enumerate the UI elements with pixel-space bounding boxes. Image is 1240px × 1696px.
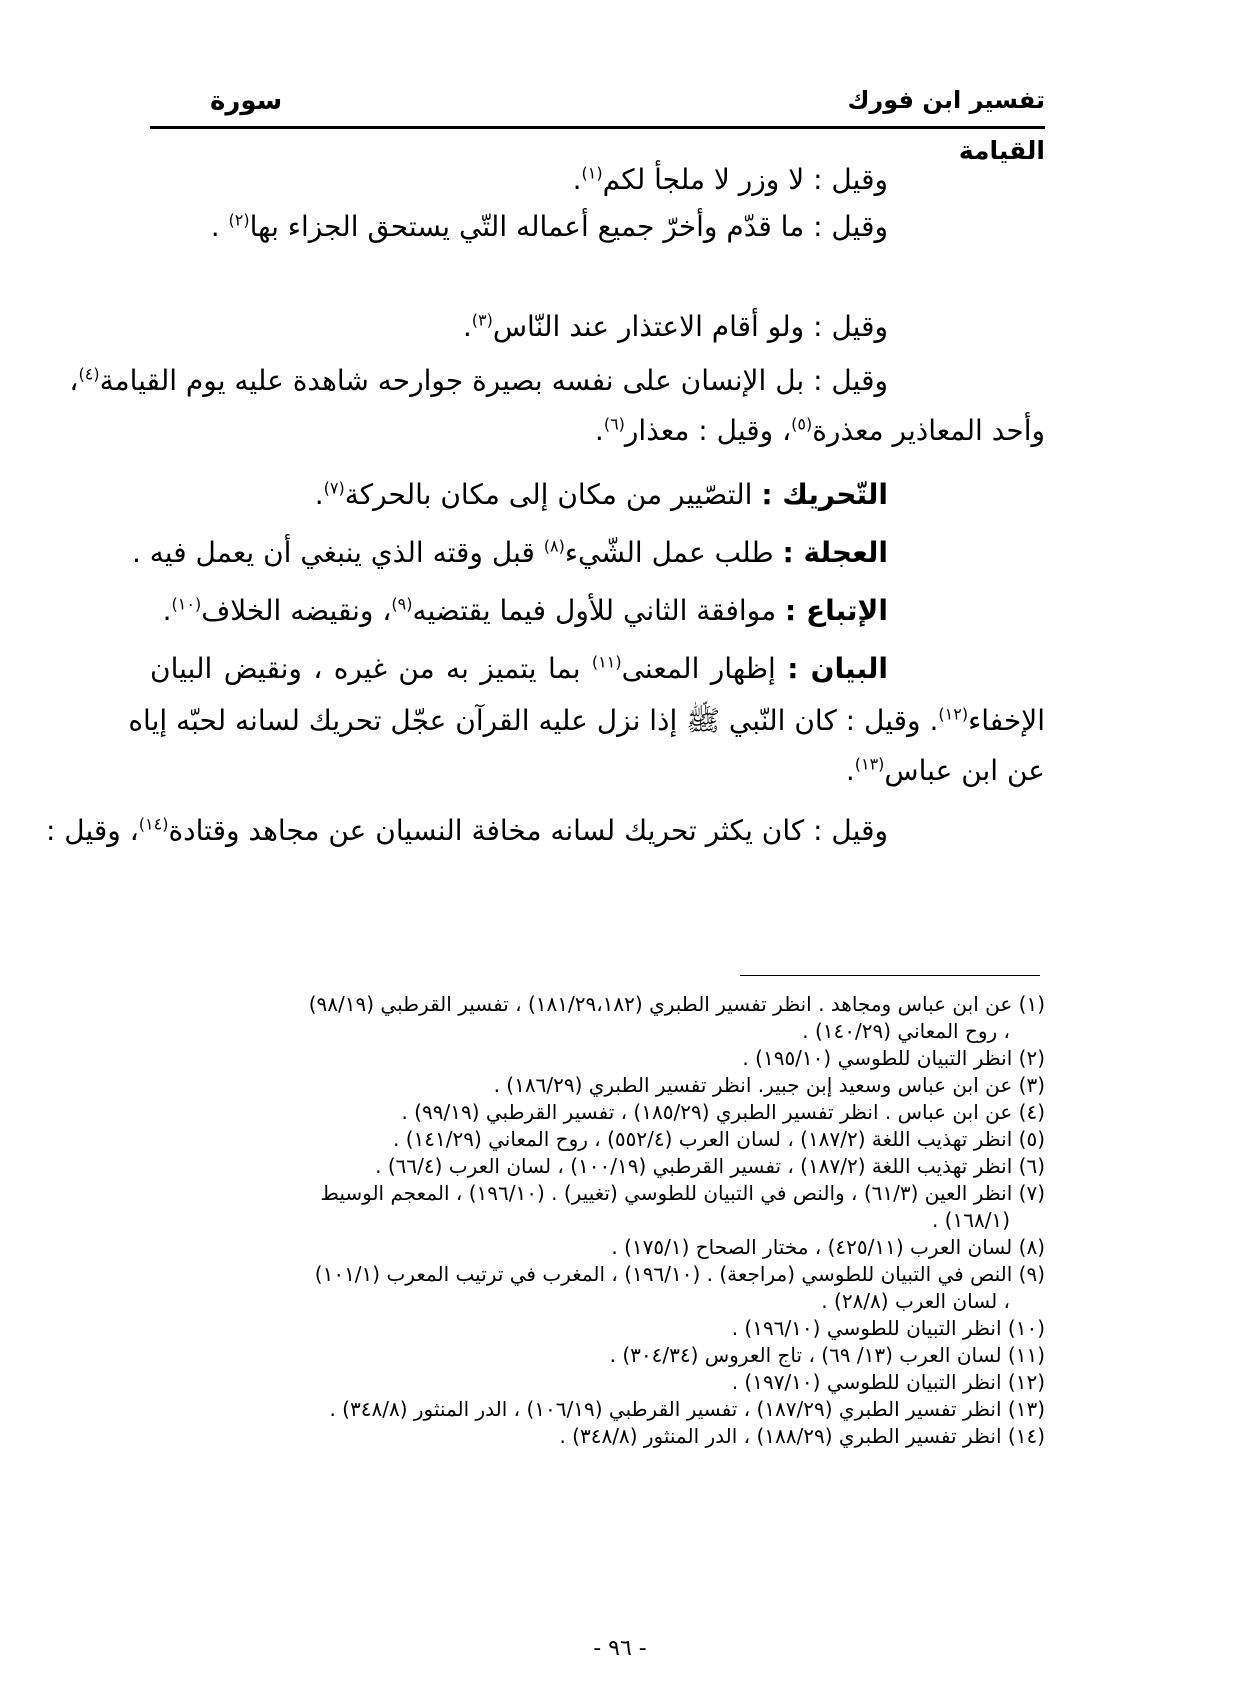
text: وقيل : لا وزر لا ملجأ لكم [602,163,888,196]
footnote-5: (٥) انظر تهذيب اللغة (١٨٧/٢) ، لسان العرب (٥٥٢/٤) ، روح المعاني (١٤١/٢٩) . [392,1127,1045,1151]
body-line-7 [132,536,888,570]
footnote-ref: (٣) [471,310,493,330]
text: وقيل : كان يكثر تحريك لسانه مخافة النسيان عن مجاهد وقتادة [168,814,888,847]
term-label: البيان : [787,652,889,685]
footnote-9: (٩) النص في التبيان للطوسي (مراجعة) . (١٩٦/١٠) ، المغرب في ترتيب المعرب (١٠١/١) [314,1262,1045,1286]
text: طلب عمل الشّيء [564,536,774,569]
text: الإخفاء [968,704,1045,737]
footnote-11: (١١) لسان العرب (١٣/ ٦٩) ، تاج العروس (٣٠٤/٣٤) . [609,1343,1045,1367]
footnote-6: (٦) انظر تهذيب اللغة (١٨٧/٢) ، تفسير القرطبي (١٠٠/١٩) ، لسان العرب (٦٦/٤) . [375,1154,1045,1178]
text: . وقيل : كان النّبي ﷺ إذا نزل عليه القرآن عجّل تحريك لسانه لحبّه إياه [128,704,939,737]
footnote-ref: (٢) [228,210,250,230]
footnote-ref: (٨) [543,536,565,556]
body-line-4: وقيل : بل الإنسان على نفسه بصيرة جوارحه شاهدة عليه يوم القيامة$^{(٤)}$، [69,364,888,397]
footnote-ref: (١٤) [138,814,169,834]
footnote-ref: (١) [581,163,603,183]
text: عن ابن عباس [884,754,1045,787]
body-line-1: وقيل : لا وزر لا ملجأ لكم$^{(١)}$. [572,163,888,196]
footnote-ref: (٩) [391,594,413,614]
text: إظهار المعنى [621,652,776,685]
footnote-ref: (١٢) [938,704,969,724]
body-line-12 [46,814,888,848]
page-number: - ٩٦ - [593,1636,647,1661]
footnote-ref: (٥) [791,414,813,434]
text: بما يتميز به من غيره ، ونقيض البيان [150,652,581,685]
footnote-12: (١٢) انظر التبيان للطوسي (١٩٧/١٠) . [731,1370,1045,1394]
footnote-9-cont: ، لسان العرب (٢٨/٨) . [821,1289,1010,1313]
text: وقيل : ولو أقام الاعتذار عند النّاس [492,310,888,343]
text: وقيل : ما قدّم وأخرّ جميع أعماله التّي يستحق الجزاء بها [249,210,888,243]
footnote-13: (١٣) انظر تفسير الطبري (١٨٧/٢٩) ، تفسير القرطبي (١٠٦/١٩) ، الدر المنثور (٣٤٨/٨) . [329,1397,1045,1421]
text: موافقة الثاني للأول فيما يقتضيه [412,594,777,627]
term-label: العجلة : [782,536,888,569]
text: التصّيير من مكان إلى مكان بالحركة [344,478,753,511]
term-label: الإتباع : [785,594,888,627]
text: وقيل : بل الإنسان على نفسه بصيرة جوارحه شاهدة عليه يوم القيامة [99,364,888,397]
header-rule [150,126,1045,129]
footnote-rule [740,975,1040,976]
footnote-ref: (٤) [78,364,100,384]
body-line-5: وأحد المعاذير معذرة$^{(٥)}$، وقيل : معذار$^{(٦)}$. [594,414,1045,447]
footnote-10: (١٠) انظر التبيان للطوسي (١٩٦/١٠) . [731,1316,1045,1340]
body-line-10 [128,704,1045,738]
footnote-3: (٣) عن ابن عباس وسعيد إبن جبير. انظر تفسير الطبري (١٨٦/٢٩) . [493,1073,1045,1097]
term-label: التّحريك : [761,478,888,511]
footnote-4: (٤) عن ابن عباس . انظر تفسير الطبري (١٨٥/٢٩) ، تفسير القرطبي (٩٩/١٩) . [401,1100,1045,1124]
footnote-2: (٢) انظر التبيان للطوسي (١٩٥/١٠) . [742,1046,1045,1070]
footnote-8: (٨) لسان العرب (٤٢٥/١١) ، مختار الصحاح (١٧٥/١) . [611,1235,1045,1259]
chapter-name: القيامة [958,136,1045,165]
footnote-ref: (٦) [603,414,625,434]
footnote-ref: (١٠) [171,594,202,614]
text: ، وقيل : [45,814,139,847]
footnote-7: (٧) انظر العين (٦١/٣) ، والنص في التبيان للطوسي (تغيير) . (١٩٦/١٠) ، المعجم الوسيط [320,1181,1045,1205]
body-line-8: الإتباع : موافقة الثاني للأول فيما يقتضيه$^{(٩)}$، ونقيضه الخلاف$^{(١٠)}$. [162,594,888,627]
body-line-2: وقيل : ما قدّم وأخرّ جميع أعماله التّي يستحق الجزاء بها$^{(٢)}$ . [210,210,888,243]
book-title: تفسير ابن فورك [847,86,1045,114]
chapter-label: سورة [210,86,283,116]
text: ، ونقيضه الخلاف [201,594,392,627]
footnote-1: (١) عن ابن عباس ومجاهد . انظر تفسير الطبري (١٨١/٢٩،١٨٢) ، تفسير القرطبي (٩٨/١٩) [308,992,1045,1016]
body-line-6: التّحريك : التصّيير من مكان إلى مكان بالحركة$^{(٧)}$. [314,478,888,511]
text: قبل وقته الذي ينبغي أن يعمل فيه . [131,536,535,569]
body-line-9 [150,652,888,686]
body-line-11: عن ابن عباس$^{(١٣)}$. [845,754,1045,787]
footnote-7-cont: (١٦٨/١) . [931,1208,1010,1232]
text: وأحد المعاذير معذرة [812,414,1045,447]
footnote-ref: (١١) [591,652,622,672]
footnote-14: (١٤) انظر تفسير الطبري (١٨٨/٢٩) ، الدر المنثور (٣٤٨/٨) . [559,1424,1045,1448]
footnote-ref: (١٣) [854,754,885,774]
body-line-3: وقيل : ولو أقام الاعتذار عند النّاس$^{(٣)}$. [462,310,888,343]
footnote-1-cont: ، روح المعاني (١٤٠/٢٩) . [802,1019,1010,1043]
footnote-ref: (٧) [323,478,345,498]
text: ، وقيل : معذار [624,414,792,447]
